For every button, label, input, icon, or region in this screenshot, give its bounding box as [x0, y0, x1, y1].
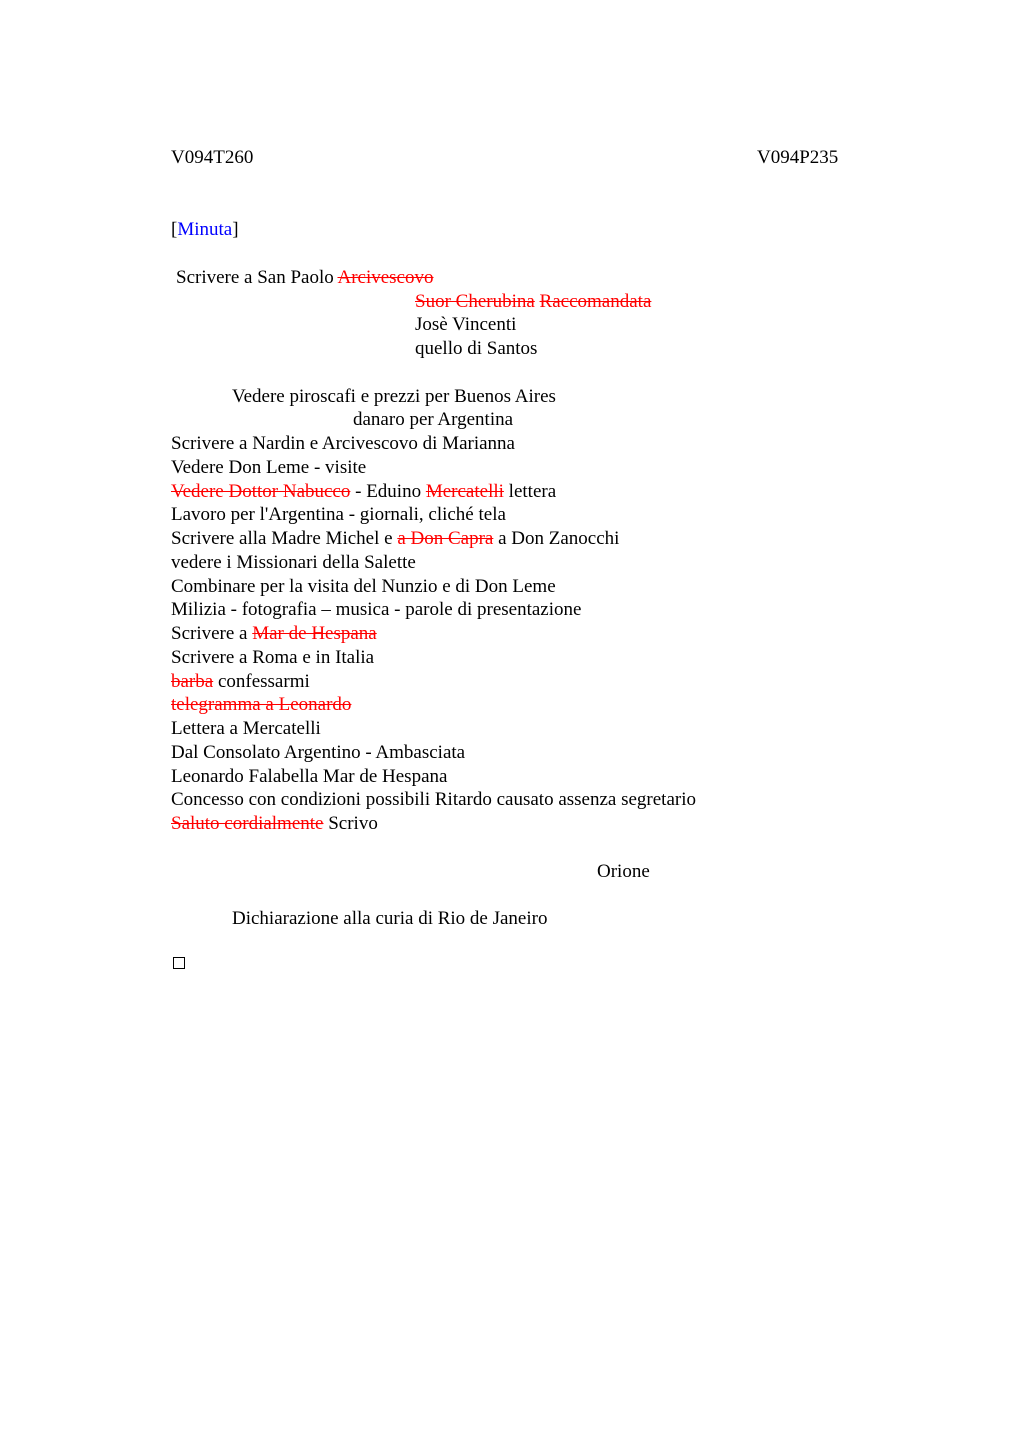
deleted-text: barba: [171, 671, 214, 692]
deleted-text: Suor Cherubina: [415, 291, 535, 312]
minuta-close-bracket: ]: [232, 219, 239, 240]
note-line-14: Milizia - fotografia – musica - parole di presentazione: [171, 599, 582, 620]
header-right-code: V094P235: [757, 147, 839, 168]
note-line-16: Scrivere a Roma e in Italia: [171, 647, 375, 668]
note-line-5: Vedere piroscafi e prezzi per Buenos Aires: [232, 386, 556, 407]
note-line-8: Vedere Don Leme - visite: [171, 457, 367, 478]
note-text: Scrivere alla Madre Michel e: [171, 528, 398, 549]
note-line-4: quello di Santos: [415, 338, 538, 359]
footer-note: Dichiarazione alla curia di Rio de Janeiro: [232, 908, 548, 929]
note-text: Scrivere a San Paolo: [176, 267, 338, 288]
note-text: confessarmi: [213, 671, 310, 692]
deleted-text: a Don Capra: [397, 528, 494, 549]
deleted-text: Mar de Hespana: [252, 623, 377, 644]
minuta-link: Minuta: [177, 219, 233, 240]
deleted-text: Arcivescovo: [337, 267, 434, 288]
note-line-6: danaro per Argentina: [353, 409, 514, 430]
note-text: Scrivere a: [171, 623, 253, 644]
note-line-15: [171, 622, 377, 646]
deleted-text: Saluto cordialmente: [171, 813, 324, 834]
minuta-label: [171, 218, 239, 242]
note-text: Scrivo: [323, 813, 378, 834]
minuta-open-bracket: [: [171, 219, 178, 240]
note-line-9: [171, 480, 556, 504]
note-text: lettera: [503, 481, 557, 502]
note-line-1: [176, 266, 434, 290]
note-line-22: Concesso con condizioni possibili Ritardo causato assenza segretario: [171, 789, 697, 810]
note-line-11: [171, 527, 619, 551]
note-line-10: Lavoro per l'Argentina - giornali, cliché tela: [171, 504, 506, 525]
note-line-2: [415, 290, 651, 314]
deleted-text: Mercatelli: [425, 481, 504, 502]
note-line-17: [171, 670, 310, 694]
note-text: - Eduino: [350, 481, 426, 502]
note-text: a Don Zanocchi: [493, 528, 620, 549]
note-line-7: Scrivere a Nardin e Arcivescovo di Marianna: [171, 433, 515, 454]
note-line-20: Dal Consolato Argentino - Ambasciata: [171, 742, 466, 763]
deleted-text: Raccomandata: [539, 291, 652, 312]
note-line-18: [171, 693, 351, 717]
deleted-text: Vedere Dottor Nabucco: [171, 481, 351, 502]
header-left-code: V094T260: [171, 147, 254, 168]
note-line-19: Lettera a Mercatelli: [171, 718, 321, 739]
note-line-3: Josè Vincenti: [415, 314, 517, 335]
deleted-text: telegramma a Leonardo: [171, 694, 352, 715]
checkbox-icon: [173, 957, 185, 969]
note-line-12: vedere i Missionari della Salette: [171, 552, 416, 573]
note-line-21: Leonardo Falabella Mar de Hespana: [171, 766, 448, 787]
signature: Orione: [597, 861, 650, 882]
note-line-23: [171, 812, 378, 836]
note-line-13: Combinare per la visita del Nunzio e di Don Leme: [171, 576, 556, 597]
